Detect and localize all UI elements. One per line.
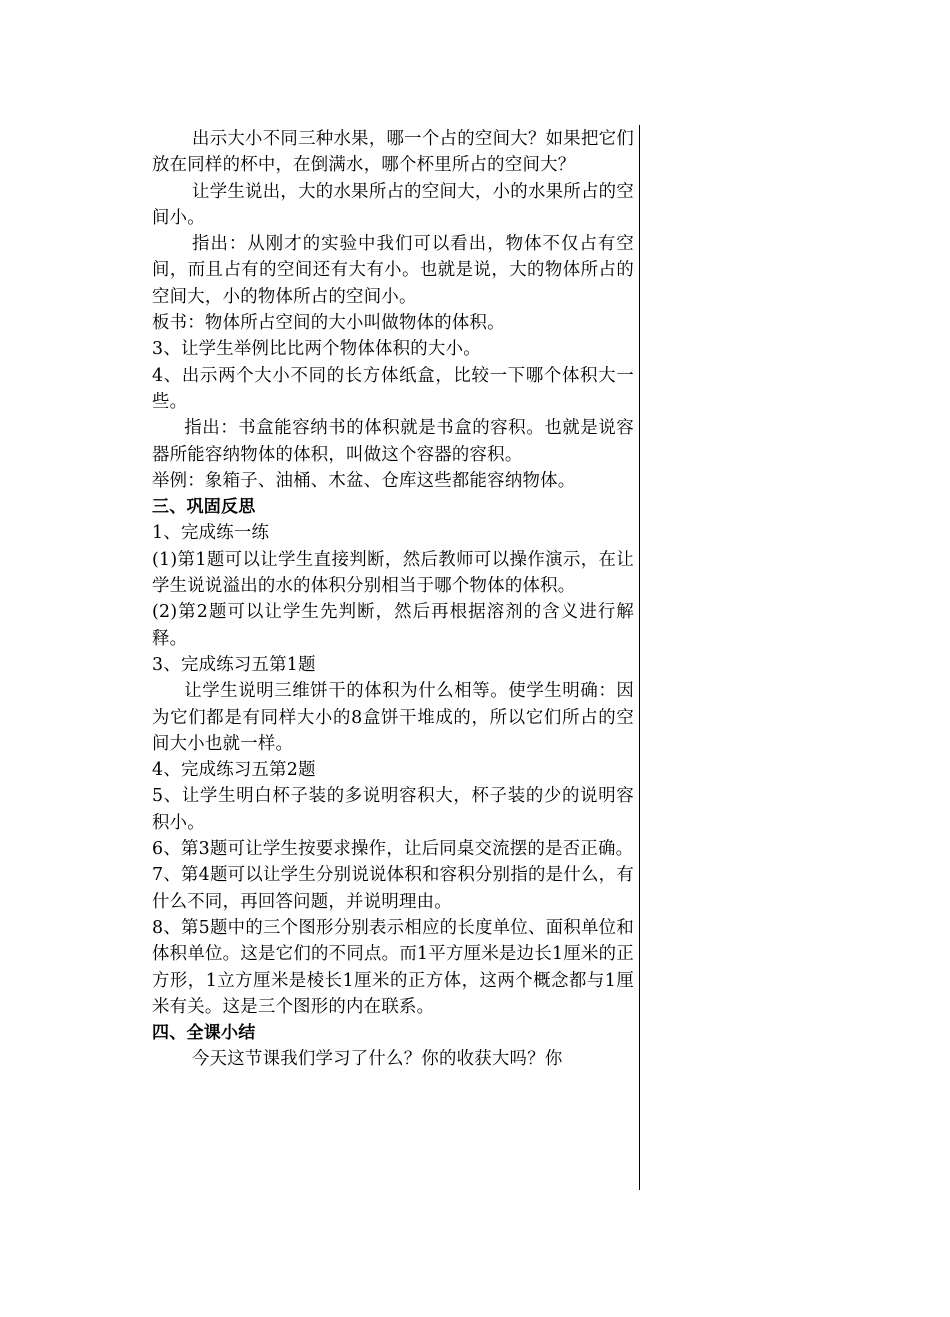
paragraph: (1)第1题可以让学生直接判断，然后教师可以操作演示，在让学生说说溢出的水的体积分别相当于哪个物体的体积。: [152, 549, 634, 597]
paragraph: 板书：物体所占空间的大小叫做物体的体积。: [152, 313, 505, 334]
paragraph: 让学生说明三维饼干的体积为什么相等。使学生明确：因为它们都是有同样大小的8盒饼干堆成的，所以它们所占的空间大小也就一样。: [152, 681, 634, 754]
paragraph: (2)第2题可以让学生先判断，然后再根据溶剂的含义进行解释。: [152, 602, 634, 649]
paragraph: 指出：从刚才的实验中我们可以看出，物体不仅占有空间，而且占有的空间还有大有小。也就是说，大的物体所占的空间大，小的物体所占的空间小。: [152, 234, 634, 307]
paragraph: 3、完成练习五第1题: [152, 654, 316, 675]
paragraph: 5、让学生明白杯子装的多说明容积大，杯子装的少的说明容积小。: [152, 786, 634, 833]
paragraph: 4、出示两个大小不同的长方体纸盒，比较一下哪个体积大一些。: [152, 365, 634, 412]
section-heading: 四、全课小结: [152, 1023, 256, 1044]
paragraph: 让学生说出，大的水果所占的空间大，小的水果所占的空间小。: [152, 181, 634, 228]
paragraph: 出示大小不同三种水果，哪一个占的空间大？如果把它们放在同样的杯中，在倒满水，哪个杯里所占的空间大？: [152, 129, 634, 176]
paragraph: 1、完成练一练: [152, 523, 270, 544]
paragraph: 举例：象箱子、油桶、木盆、仓库这些都能容纳物体。: [152, 470, 576, 491]
paragraph: 今天这节课我们学习了什么？你的收获大吗？你: [192, 1049, 563, 1070]
paragraph: 指出：书盒能容纳书的体积就是书盒的容积。也就是说容器所能容纳物体的体积，叫做这个容器的容积。: [152, 418, 634, 465]
paragraph: 3、让学生举例比比两个物体体积的大小。: [152, 339, 481, 360]
lesson-plan-text: [152, 126, 634, 1073]
table-border-right: [639, 125, 640, 1190]
paragraph: 8、第5题中的三个图形分别表示相应的长度单位、面积单位和体积单位。这是它们的不同点。而1平方厘米是边长1厘米的正方形，1立方厘米是棱长1厘米的正方体，这两个概念都与1厘米有关。这是三个图形的内在联系。: [152, 917, 634, 1017]
section-heading: 三、巩固反思: [152, 497, 256, 518]
paragraph: 4、完成练习五第2题: [152, 760, 316, 781]
paragraph: 6、第3题可让学生按要求操作，让后同桌交流摆的是否正确。: [152, 839, 634, 860]
paragraph: 7、第4题可以让学生分别说说体积和容积分别指的是什么，有什么不同，再回答问题，并说明理由。: [152, 865, 634, 912]
